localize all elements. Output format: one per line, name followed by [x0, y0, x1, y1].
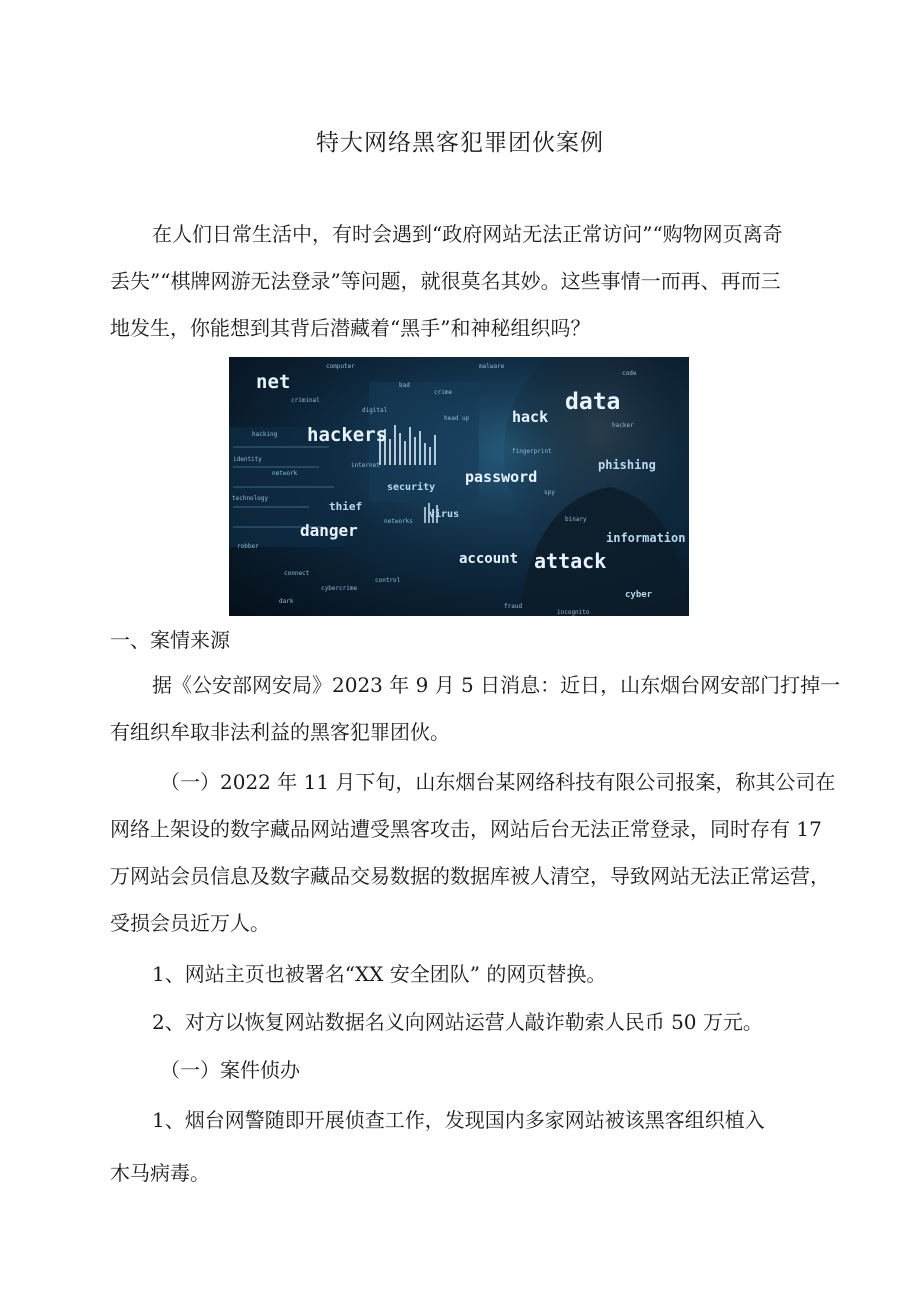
word-data: data [565, 389, 621, 415]
word-incognito: incognito [557, 609, 590, 616]
word-crime: crime [434, 389, 453, 396]
report-line-1: （一）2022 年 11 月下旬，山东烟台某网络科技有限公司报案，称其公司在 [160, 770, 836, 794]
word-digital: digital [362, 407, 388, 414]
word-cloud-graphic [229, 357, 689, 616]
source-line-1: 据《公安部网安局》2023 年 9 月 5 日消息：近日，山东烟台网安部门打掉一 [152, 673, 841, 697]
word-hacking: hacking [252, 431, 278, 438]
word-fingerprint: fingerprint [512, 448, 552, 455]
hacker-word-cloud-image [229, 357, 689, 616]
word-thief: thief [329, 500, 363, 513]
word-net: net [256, 371, 291, 393]
word-danger: danger [300, 521, 358, 540]
word-cybercrime: cybercrime [321, 585, 358, 592]
word-hack: hack [512, 408, 549, 426]
investigation-line-1: 1、烟台网警随即开展侦查工作，发现国内多家网站被该黑客组织植入 [152, 1108, 765, 1132]
report-line-3: 万网站会员信息及数字藏品交易数据的数据库被人清空，导致网站无法正常运营， [110, 864, 830, 888]
word-control: control [375, 577, 401, 584]
word-computer: computer [326, 363, 355, 370]
word-bad: bad [399, 382, 410, 389]
intro-line-2: 丢失”“棋牌网游无法登录”等问题，就很莫名其妙。这些事情一而再、再而三 [110, 269, 781, 293]
word-information: information [606, 531, 686, 545]
word-networks: networks [384, 518, 413, 525]
word-malware: malware [479, 363, 505, 370]
word-virus: virus [429, 509, 460, 520]
word-account: account [459, 551, 519, 567]
word-internet: internet [351, 462, 380, 469]
word-fraud: fraud [504, 603, 523, 610]
word-connect: connect [284, 570, 310, 577]
word-dark: dark [279, 598, 294, 605]
source-line-2: 有组织牟取非法利益的黑客犯罪团伙。 [110, 720, 450, 744]
word-cyber: cyber [625, 590, 653, 600]
word-binary: binary [565, 516, 587, 523]
intro-line-1: 在人们日常生活中，有时会遇到“政府网站无法正常访问”“购物网页离奇 [152, 222, 783, 246]
word-technology: technology [232, 495, 269, 502]
word-spy: spy [544, 489, 555, 496]
word-network: network [272, 470, 298, 477]
report-line-2: 网络上架设的数字藏品网站遭受黑客攻击，网站后台无法正常登录，同时存有 17 [110, 817, 822, 841]
section-heading-investigation: （一）案件侦办 [160, 1058, 300, 1082]
word-identity: identity [233, 456, 262, 463]
intro-line-3: 地发生，你能想到其背后潜藏着“黑手”和神秘组织吗？ [110, 316, 591, 340]
investigation-line-2: 木马病毒。 [110, 1161, 210, 1185]
word-criminal: criminal [291, 397, 320, 404]
word-code: code [622, 370, 637, 377]
report-line-4: 受损会员近万人。 [110, 911, 270, 935]
word-head-up: head up [444, 415, 470, 422]
word-attack: attack [534, 549, 607, 573]
list-item-2: 2、对方以恢复网站数据名义向网站运营人敲诈勒索人民币 50 万元。 [152, 1010, 763, 1034]
word-phishing: phishing [598, 458, 656, 472]
word-hackers: hackers [307, 424, 388, 446]
section-heading-source: 一、案情来源 [110, 628, 230, 652]
word-hacker: hacker [612, 422, 634, 429]
list-item-1: 1、网站主页也被署名“XX 安全团队” 的网页替换。 [152, 962, 607, 986]
word-robber: robber [237, 543, 259, 550]
word-security: security [387, 482, 436, 493]
word-password: password [465, 468, 538, 486]
page-title: 特大网络黑客犯罪团伙案例 [316, 130, 604, 156]
